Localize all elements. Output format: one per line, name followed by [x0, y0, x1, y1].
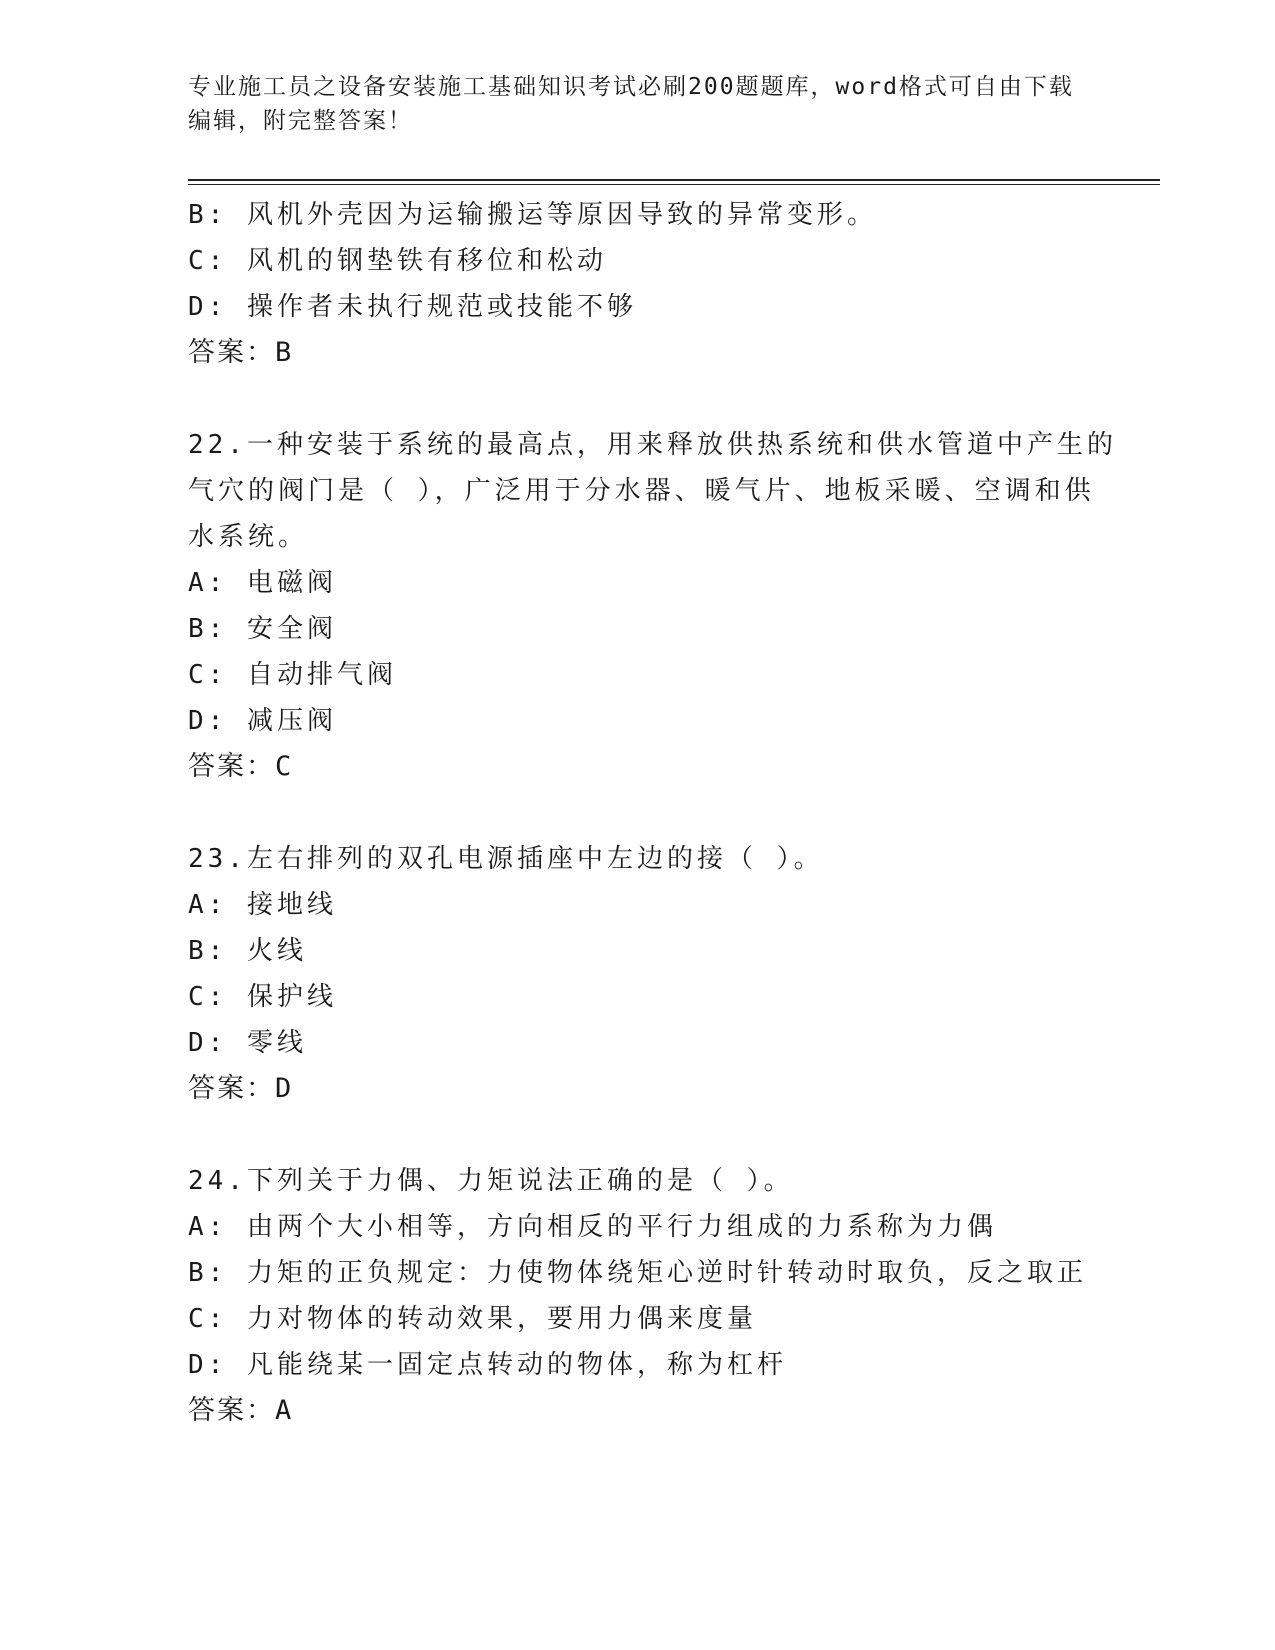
- option-c: C: 力对物体的转动效果，要用力偶来度量: [188, 1304, 757, 1334]
- option-c: C: 保护线: [188, 982, 337, 1012]
- question-stem: 24.下列关于力偶、力矩说法正确的是（ ）。: [188, 1166, 794, 1196]
- option-b: B: 火线: [188, 936, 307, 966]
- header-rule-thick: [188, 179, 1160, 181]
- option-d: D: 减压阀: [188, 706, 337, 736]
- option-c: C: 自动排气阀: [188, 660, 397, 690]
- option-a: A: 由两个大小相等，方向相反的平行力组成的力系称为力偶: [188, 1212, 997, 1242]
- option-d: D: 凡能绕某一固定点转动的物体，称为杠杆: [188, 1350, 787, 1380]
- question-stem-line: 22.一种安装于系统的最高点，用来释放供热系统和供水管道中产生的: [188, 430, 1117, 460]
- option-a: A: 接地线: [188, 890, 337, 920]
- question-stem: 23.左右排列的双孔电源插座中左边的接（ ）。: [188, 844, 824, 874]
- option-b: B: 安全阀: [188, 614, 337, 644]
- question-list: [188, 192, 1117, 1434]
- spacer: [188, 1112, 1108, 1158]
- question-24-block: [188, 1158, 1108, 1434]
- question-23-block: [188, 836, 1108, 1112]
- answer-label: 答案：C: [188, 751, 294, 782]
- answer-label: 答案：B: [188, 337, 294, 368]
- option-d: D: 零线: [188, 1028, 307, 1058]
- option-b: B: 风机外壳因为运输搬运等原因导致的异常变形。: [188, 200, 877, 230]
- option-d: D: 操作者未执行规范或技能不够: [188, 292, 637, 322]
- option-a: A: 电磁阀: [188, 568, 337, 598]
- question-stem-line: 气穴的阀门是（ ），广泛用于分水器、暖气片、地板采暖、空调和供: [188, 476, 1095, 506]
- document-header: [188, 70, 1088, 138]
- option-b: B: 力矩的正负规定：力使物体绕矩心逆时针转动时取负，反之取正: [188, 1258, 1087, 1288]
- question-21-block: [188, 192, 1108, 376]
- header-title-line-2: 编辑，附完整答案！: [188, 108, 413, 134]
- question-22-block: [188, 422, 1117, 790]
- question-stem-line: 水系统。: [188, 522, 309, 552]
- answer-label: 答案：D: [188, 1073, 294, 1104]
- answer-label: 答案：A: [188, 1395, 294, 1426]
- spacer: [188, 376, 1108, 422]
- option-c: C: 风机的钢垫铁有移位和松动: [188, 246, 607, 276]
- header-title-line-1: 专业施工员之设备安装施工基础知识考试必刷200题题库，word格式可自由下载: [188, 74, 1074, 100]
- header-rule-thin: [188, 184, 1160, 185]
- spacer: [188, 790, 1108, 836]
